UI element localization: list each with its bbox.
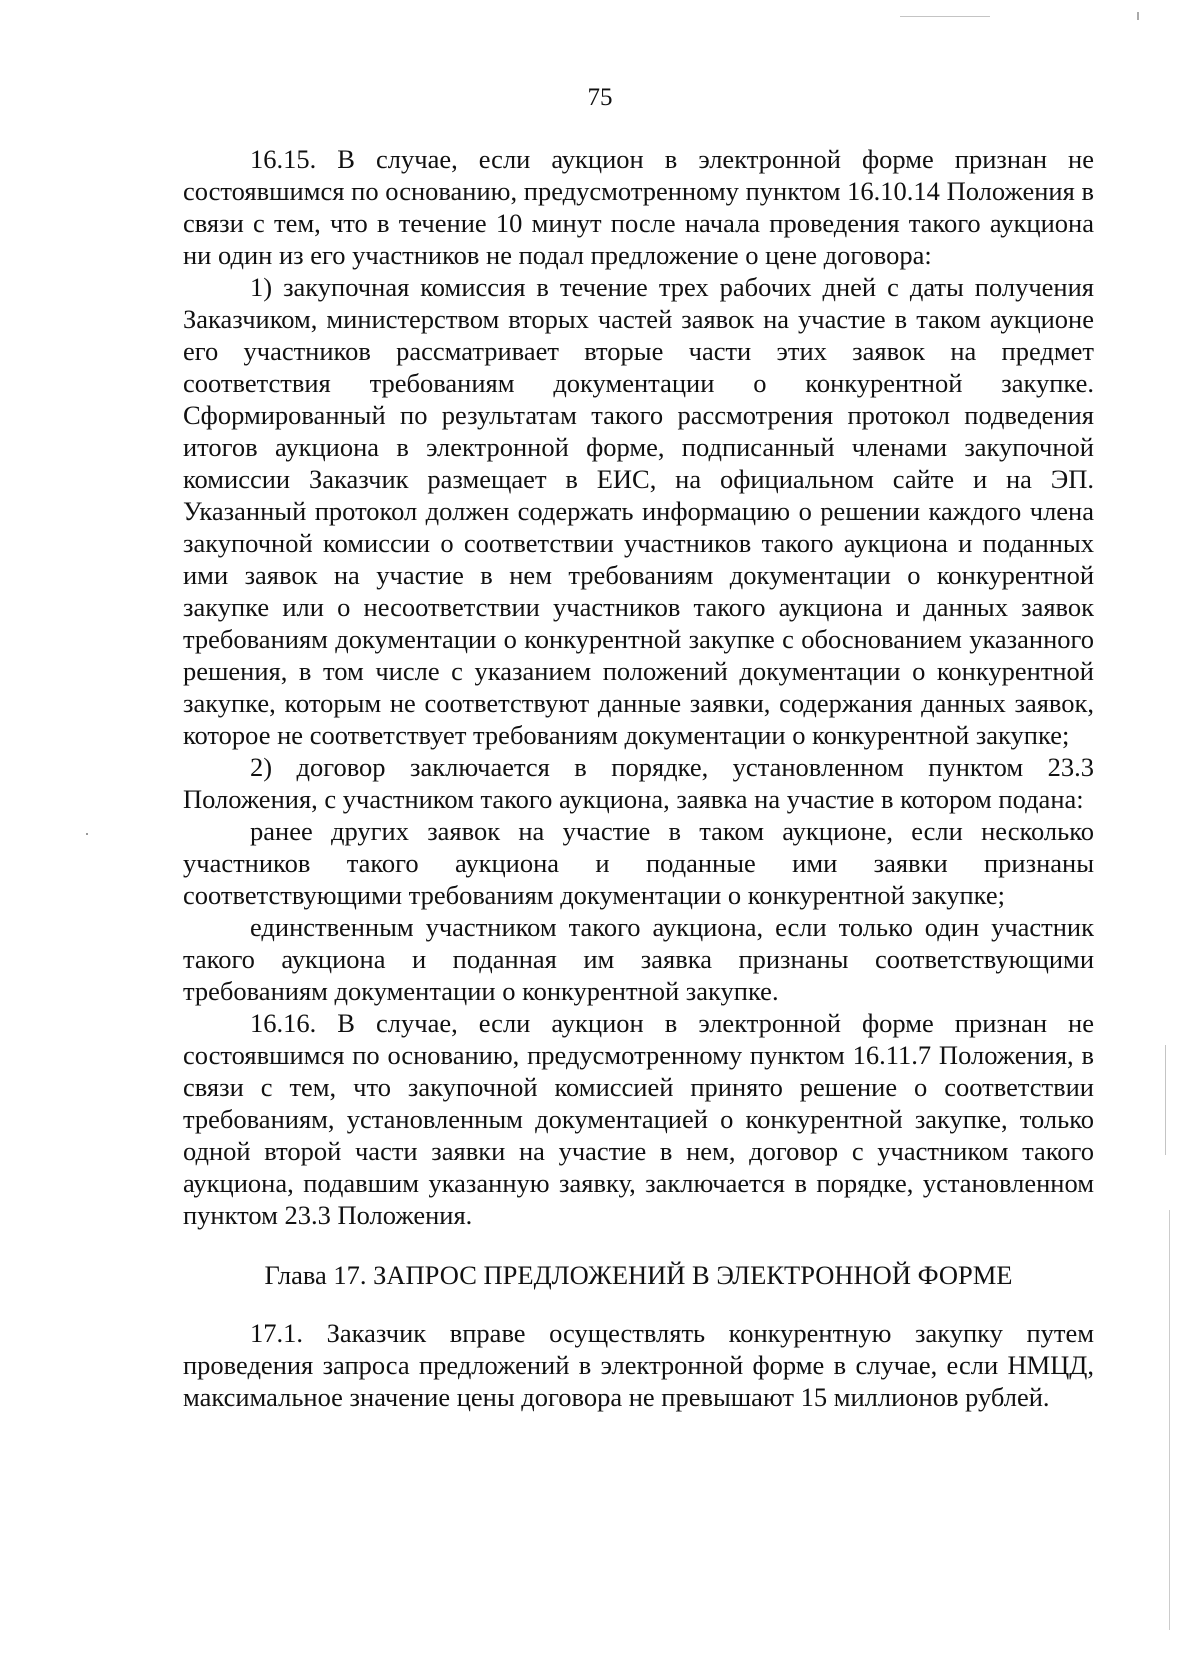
paragraph-17-1: 17.1. Заказчик вправе осуществлять конкурентную закупку путем проведения запроса предложений в электронной форме в случае, если НМЦД, максимальное значение цены договора не превышают 15 миллионов рублей. [183, 1318, 1094, 1412]
paragraph-16-15-item-2: 2) договор заключается в порядке, установленном пунктом 23.3 Положения, с участником такого аукциона, заявка на участие в котором подана: [183, 752, 1094, 814]
scan-artifact-top-right [1137, 12, 1139, 20]
scan-artifact-right-edge-lower [1169, 1210, 1170, 1630]
paragraph-16-15-item-2-case-b: единственным участником такого аукциона, если только один участник такого аукциона и поданная им заявка признаны соответствующими требованиям документации о конкурентной закупке. [183, 912, 1094, 1006]
scan-artifact-right-edge [1165, 1045, 1166, 1155]
scan-artifact-top [900, 16, 990, 17]
paragraph-16-15-item-1: 1) закупочная комиссия в течение трех рабочих дней с даты получения Заказчиком, министерством вторых частей заявок на участие в таком аукционе его участников рассматривает вторые части этих заявок на предмет соответствия требованиям документации о конкурентной закупке. Сформированный по результатам такого рассмотрения протокол подведения итогов аукциона в электронной форме, подписанный членами закупочной комиссии Заказчик размещает в ЕИС, на официальном сайте и на ЭП. Указанный протокол должен содержать информацию о решении каждого члена закупочной комиссии о соответствии участников такого аукциона и поданных ими заявок на участие в нем требованиям документации о конкурентной закупке или о несоответствии участников такого аукциона и данных заявок требованиям документации о конкурентной закупке с обоснованием указанного решения, в том числе с указанием положений документации о конкурентной закупке, которым не соответствуют данные заявки, содержания данных заявок, которое не соответствует требованиям документации о конкурентной закупке; [183, 272, 1094, 750]
chapter-title: Глава 17. ЗАПРОС ПРЕДЛОЖЕНИЙ В ЭЛЕКТРОННОЙ ФОРМЕ [264, 1260, 1013, 1290]
paragraph-16-15: 16.15. В случае, если аукцион в электронной форме признан не состоявшимся по основанию, предусмотренному пунктом 16.10.14 Положения в связи с тем, что в течение 10 минут после начала проведения такого аукциона ни один из его участников не подал предложение о цене договора: [183, 144, 1094, 270]
scan-artifact-left-dot [86, 833, 88, 835]
paragraph-16-15-item-2-case-a: ранее других заявок на участие в таком аукционе, если несколько участников такого аукциона и поданные ими заявки признаны соответствующими требованиям документации о конкурентной закупке; [183, 816, 1094, 910]
page-number: 75 [587, 84, 613, 111]
document-body [183, 143, 1094, 1413]
paragraph-16-16: 16.16. В случае, если аукцион в электронной форме признан не состоявшимся по основанию, предусмотренному пунктом 16.11.7 Положения, в связи с тем, что закупочной комиссией принято решение о соответствии требованиям, установленным документацией о конкурентной закупке, только одной второй части заявки на участие в нем, договор с участником такого аукциона, подавшим указанную заявку, заключается в порядке, установленном пунктом 23.3 Положения. [183, 1008, 1094, 1230]
